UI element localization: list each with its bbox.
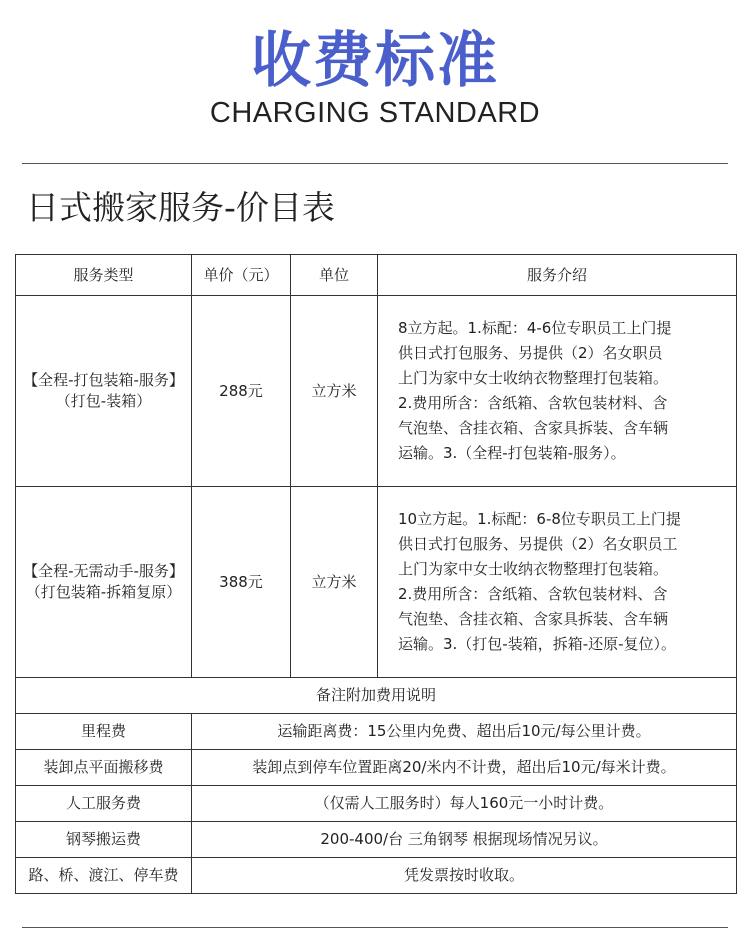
fee-row <box>16 714 737 750</box>
service-subtitle: （打包-装箱） <box>55 392 152 410</box>
price-cell: 288元 <box>192 296 291 487</box>
intro-line: 气泡垫、含挂衣箱、含家具拆装、含车辆 <box>398 610 669 628</box>
page-subtitle-english: CHARGING STANDARD <box>209 97 541 129</box>
service-name: 【全程-打包装箱-服务】 <box>23 371 184 389</box>
fee-name: 装卸点平面搬移费 <box>16 750 192 786</box>
fee-name: 钢琴搬运费 <box>16 822 192 858</box>
service-type-cell <box>16 487 192 678</box>
fee-row <box>16 786 737 822</box>
column-header-unit: 单位 <box>291 255 378 296</box>
intro-line: 10立方起。1.标配：6-8位专职员工上门提 <box>398 510 681 528</box>
price-cell: 388元 <box>192 487 291 678</box>
fee-name: 里程费 <box>16 714 192 750</box>
price-table <box>15 254 737 894</box>
intro-cell <box>378 296 737 487</box>
section-title: 日式搬家服务-价目表 <box>26 188 335 227</box>
bottom-divider <box>22 927 728 928</box>
fee-desc: 装卸点到停车位置距离20/米内不计费，超出后10元/每米计费。 <box>192 750 737 786</box>
service-name: 【全程-无需动手-服务】 <box>23 562 184 580</box>
unit-cell: 立方米 <box>291 487 378 678</box>
fee-name: 路、桥、渡江、停车费 <box>16 858 192 894</box>
column-header-service-type: 服务类型 <box>16 255 192 296</box>
top-divider <box>22 163 728 164</box>
fee-row <box>16 750 737 786</box>
intro-line: 气泡垫、含挂衣箱、含家具拆装、含车辆 <box>398 419 669 437</box>
fee-desc: （仅需人工服务时）每人160元一小时计费。 <box>192 786 737 822</box>
intro-cell <box>378 487 737 678</box>
table-header-row <box>16 255 737 296</box>
fee-desc: 运输距离费：15公里内免费、超出后10元/每公里计费。 <box>192 714 737 750</box>
intro-line: 2.费用所含：含纸箱、含软包装材料、含 <box>398 585 668 603</box>
fee-desc: 200-400/台 三角钢琴 根据现场情况另议。 <box>192 822 737 858</box>
service-type-cell <box>16 296 192 487</box>
intro-line: 运输。3.（全程-打包装箱-服务）。 <box>398 444 626 462</box>
column-header-price: 单价（元） <box>192 255 291 296</box>
intro-line: 2.费用所含：含纸箱、含软包装材料、含 <box>398 394 668 412</box>
column-header-intro: 服务介绍 <box>378 255 737 296</box>
page-title: 收费标准 <box>251 26 499 96</box>
note-header: 备注附加费用说明 <box>16 678 737 714</box>
service-subtitle: （打包装箱-拆箱复原） <box>25 583 182 601</box>
intro-line: 上门为家中女士收纳衣物整理打包装箱。 <box>398 560 669 578</box>
intro-line: 上门为家中女士收纳衣物整理打包装箱。 <box>398 369 669 387</box>
fee-row <box>16 858 737 894</box>
table-row <box>16 296 737 487</box>
intro-line: 供日式打包服务、另提供（2）名女职员工 <box>398 535 678 553</box>
note-header-row <box>16 678 737 714</box>
intro-line: 8立方起。1.标配：4-6位专职员工上门提 <box>398 319 672 337</box>
unit-cell: 立方米 <box>291 296 378 487</box>
fee-row <box>16 822 737 858</box>
fee-name: 人工服务费 <box>16 786 192 822</box>
intro-line: 供日式打包服务、另提供（2）名女职员 <box>398 344 663 362</box>
fee-desc: 凭发票按时收取。 <box>192 858 737 894</box>
table-row <box>16 487 737 678</box>
intro-line: 运输。3.（打包-装箱，拆箱-还原-复位）。 <box>398 635 677 653</box>
